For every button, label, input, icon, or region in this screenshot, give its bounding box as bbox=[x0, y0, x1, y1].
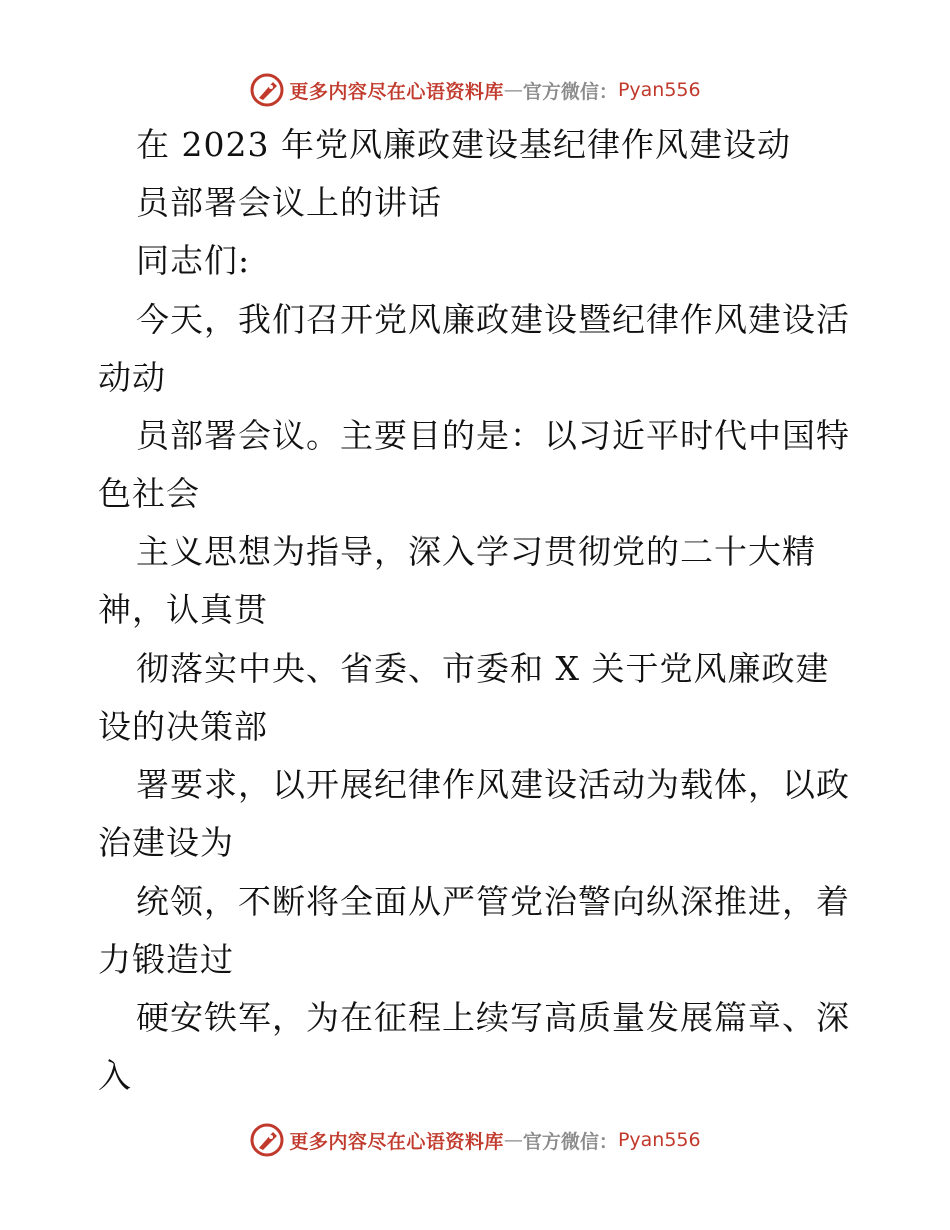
paragraph-line: 主义思想为指导，深入学习贯彻党的二十大精 bbox=[136, 532, 816, 571]
paragraph-line: 动动 bbox=[98, 358, 166, 397]
paragraph-line: 署要求，以开展纪律作风建设活动为载体，以政 bbox=[136, 765, 850, 804]
pen-nib-logo-icon bbox=[249, 1122, 285, 1158]
paragraph-line: 彻落实中央、省委、市委和 X 关于党风廉政建 bbox=[136, 649, 830, 688]
banner-wechat-id: Pyan556 bbox=[617, 1129, 701, 1151]
paragraph-line: 神，认真贯 bbox=[98, 590, 268, 629]
salutation: 同志们: bbox=[136, 241, 251, 280]
paragraph-line: 色社会 bbox=[98, 474, 200, 513]
paragraph-line: 力锻造过 bbox=[98, 940, 234, 979]
document-title-line-1: 在 2023 年党风廉政建设基纪律作风建设动 bbox=[136, 125, 791, 164]
paragraph-line: 入 bbox=[98, 1056, 132, 1095]
paragraph-line: 今天，我们召开党风廉政建设暨纪律作风建设活 bbox=[136, 300, 850, 339]
banner-separator: — bbox=[503, 79, 523, 101]
banner-site-text: 更多内容尽在心语资料库 bbox=[289, 80, 504, 103]
paragraph-line: 硬安铁军，为在征程上续写高质量发展篇章、深 bbox=[136, 998, 850, 1037]
paragraph-line: 员部署会议。主要目的是：以习近平时代中国特 bbox=[136, 416, 850, 455]
document-title-line-2: 员部署会议上的讲话 bbox=[136, 183, 442, 222]
banner-site-text: 更多内容尽在心语资料库 bbox=[289, 1130, 504, 1153]
banner-wechat-label: 官方微信： bbox=[522, 80, 618, 103]
paragraph-line: 设的决策部 bbox=[98, 707, 268, 746]
banner-wechat-label: 官方微信： bbox=[522, 1130, 618, 1153]
paragraph-line: 统领，不断将全面从严管党治警向纵深推进，着 bbox=[136, 882, 850, 921]
footer-banner bbox=[0, 1120, 950, 1160]
banner-wechat-id: Pyan556 bbox=[617, 79, 701, 101]
paragraph-line: 治建设为 bbox=[98, 823, 234, 862]
banner-separator: — bbox=[503, 1129, 523, 1151]
pen-nib-logo-icon bbox=[249, 72, 285, 108]
header-banner bbox=[0, 70, 950, 110]
